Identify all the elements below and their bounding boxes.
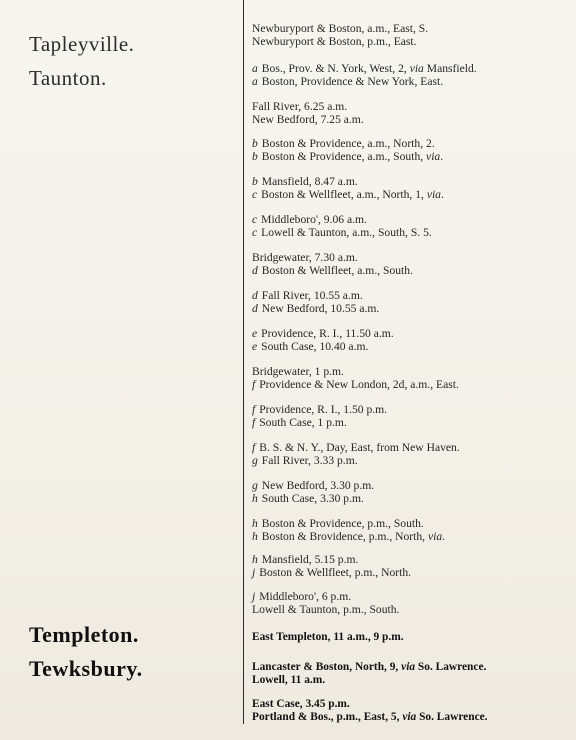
schedule-line [252, 590, 570, 603]
schedule-line [252, 62, 570, 75]
route-text: Bridgewater, 1 p.m. [252, 365, 344, 378]
schedule-entry [252, 175, 570, 201]
schedule-line [252, 492, 570, 505]
schedule-line [252, 661, 570, 674]
schedule-entry [252, 661, 570, 687]
schedule-line [252, 479, 570, 492]
schedule-line [252, 340, 570, 353]
schedule-entry [252, 479, 570, 505]
schedule-line [252, 674, 570, 687]
schedule-line [252, 35, 570, 48]
route-text: Boston & Wellfleet, p.m., North. [259, 566, 412, 579]
route-text: Providence & New London, 2d, a.m., East. [259, 378, 459, 391]
schedule-line [252, 517, 570, 530]
via-text: via [427, 530, 443, 543]
footnote-mark: g [252, 454, 258, 467]
route-text: Portland & Bos., p.m., East, 5, [252, 711, 403, 723]
footnote-mark: c [252, 213, 258, 226]
footnote-mark: f [252, 378, 256, 391]
schedule-entry [252, 590, 570, 616]
schedule-line [252, 75, 570, 88]
route-text-after: So. Lawrence. [416, 711, 488, 723]
schedule-line [252, 289, 570, 302]
schedule-entry [252, 289, 570, 315]
footnote-mark: j [252, 566, 256, 579]
footnote-mark: c [252, 226, 258, 239]
town-name: Templeton. [29, 622, 139, 647]
route-text: South Case, 1 p.m. [259, 416, 347, 429]
route-text: Middleboro', 6 p.m. [259, 590, 352, 603]
via-text: via [426, 150, 441, 163]
schedule-line [252, 378, 570, 391]
footnote-mark: a [252, 62, 258, 75]
schedule-line [252, 137, 570, 150]
footnote-mark: b [252, 137, 258, 150]
schedule-line [252, 226, 570, 239]
schedule-line [252, 365, 570, 378]
column-divider [243, 0, 244, 724]
route-text: Boston & Brovidence, p.m., North, [261, 530, 428, 543]
schedule-entry [252, 553, 570, 579]
footnote-mark: d [252, 289, 258, 302]
footnote-mark: f [252, 403, 256, 416]
schedule-entry [252, 403, 570, 429]
route-text: New Bedford, 3.30 p.m. [261, 479, 375, 492]
route-text: Bos., Prov. & N. York, West, 2, [261, 62, 410, 75]
schedule-entry [252, 62, 570, 88]
route-text: Fall River, 10.55 a.m. [261, 289, 363, 302]
schedule-entry [252, 327, 570, 353]
schedule-line [252, 264, 570, 277]
route-text: Providence, R. I., 11.50 a.m. [261, 327, 394, 340]
schedule-line [252, 566, 570, 579]
route-text: Boston & Providence, a.m., North, 2. [261, 137, 435, 150]
route-text: South Case, 3.30 p.m. [261, 492, 364, 505]
schedule-line [252, 251, 570, 264]
schedule-entry [252, 441, 570, 467]
schedule-line [252, 698, 570, 711]
route-text: Boston & Providence, a.m., South, [261, 150, 427, 163]
route-text: Lowell & Taunton, p.m., South. [252, 603, 400, 616]
footnote-mark: f [252, 441, 256, 454]
footnote-mark: e [252, 340, 258, 353]
route-text-after: . [440, 150, 444, 163]
footnote-mark: d [252, 302, 258, 315]
route-text: Lancaster & Boston, North, 9, [252, 661, 402, 673]
schedule-entry [252, 100, 570, 126]
route-text: B. S. & N. Y., Day, East, from New Haven. [259, 441, 460, 454]
route-text: Boston & Wellfleet, a.m., South. [261, 264, 413, 277]
footnote-mark: c [252, 188, 258, 201]
footnote-mark: b [252, 150, 258, 163]
schedule-entry [252, 631, 570, 644]
route-text: Providence, R. I., 1.50 p.m. [259, 403, 388, 416]
route-text: East Case, 3.45 p.m. [252, 698, 350, 710]
town-name: Tewksbury. [29, 656, 143, 681]
schedule-line [252, 150, 570, 163]
schedule-line [252, 188, 570, 201]
route-text: Boston & Providence, p.m., South. [261, 517, 424, 530]
route-text-after: . [440, 188, 444, 201]
footnote-mark: h [252, 517, 258, 530]
schedule-entry [252, 251, 570, 277]
footnote-mark: g [252, 479, 258, 492]
town-name: Taunton. [29, 66, 107, 90]
schedule-entry [252, 698, 570, 724]
footnote-mark: a [252, 75, 258, 88]
footnote-mark: b [252, 175, 258, 188]
schedule-entry [252, 137, 570, 163]
schedule-line [252, 631, 570, 644]
schedule-line [252, 327, 570, 340]
schedule-line [252, 113, 570, 126]
route-text: Bridgewater, 7.30 a.m. [252, 251, 358, 264]
schedule-line [252, 441, 570, 454]
footnote-mark: f [252, 416, 256, 429]
via-text: via [401, 661, 416, 673]
schedule-line [252, 530, 570, 543]
schedule-line [252, 711, 570, 724]
schedule-line [252, 213, 570, 226]
route-text-after: . [442, 530, 446, 543]
route-text: Middleboro', 9.06 a.m. [261, 213, 367, 226]
via-text: via [402, 711, 417, 723]
footnote-mark: d [252, 264, 258, 277]
via-text: via [409, 62, 424, 75]
schedule-line [252, 553, 570, 566]
route-text: Lowell, 11 a.m. [252, 674, 326, 686]
footnote-mark: h [252, 530, 258, 543]
route-text-after: So. Lawrence. [415, 661, 487, 673]
route-text: Boston, Providence & New York, East. [261, 75, 444, 88]
footnote-mark: e [252, 327, 258, 340]
route-text-after: Mansfield. [423, 62, 477, 75]
schedule-entry [252, 365, 570, 391]
schedule-line [252, 302, 570, 315]
route-text: South Case, 10.40 a.m. [261, 340, 369, 353]
footnote-mark: h [252, 492, 258, 505]
route-text: Fall River, 6.25 a.m. [252, 100, 348, 113]
route-text: Mansfield, 5.15 p.m. [261, 553, 359, 566]
footnote-mark: h [252, 553, 258, 566]
schedule-entry [252, 517, 570, 543]
schedule-entry [252, 213, 570, 239]
schedule-line [252, 100, 570, 113]
schedule-line [252, 22, 570, 35]
schedule-entry [252, 22, 570, 48]
route-text: Newburyport & Boston, p.m., East. [252, 35, 417, 48]
route-text: Mansfield, 8.47 a.m. [261, 175, 358, 188]
schedule-line [252, 175, 570, 188]
route-text: Newburyport & Boston, a.m., East, S. [252, 22, 429, 35]
route-text: Fall River, 3.33 p.m. [261, 454, 358, 467]
route-text: Lowell & Taunton, a.m., South, S. 5. [261, 226, 432, 239]
town-name: Tapleyville. [29, 32, 135, 56]
schedule-line [252, 403, 570, 416]
footnote-mark: j [252, 590, 256, 603]
schedule-line [252, 454, 570, 467]
route-text: Boston & Wellfleet, a.m., North, 1, [261, 188, 427, 201]
route-text: East Templeton, 11 a.m., 9 p.m. [252, 631, 404, 643]
schedule-line [252, 416, 570, 429]
route-text: New Bedford, 10.55 a.m. [261, 302, 380, 315]
route-text: New Bedford, 7.25 a.m. [252, 113, 364, 126]
via-text: via [426, 188, 441, 201]
schedule-line [252, 603, 570, 616]
